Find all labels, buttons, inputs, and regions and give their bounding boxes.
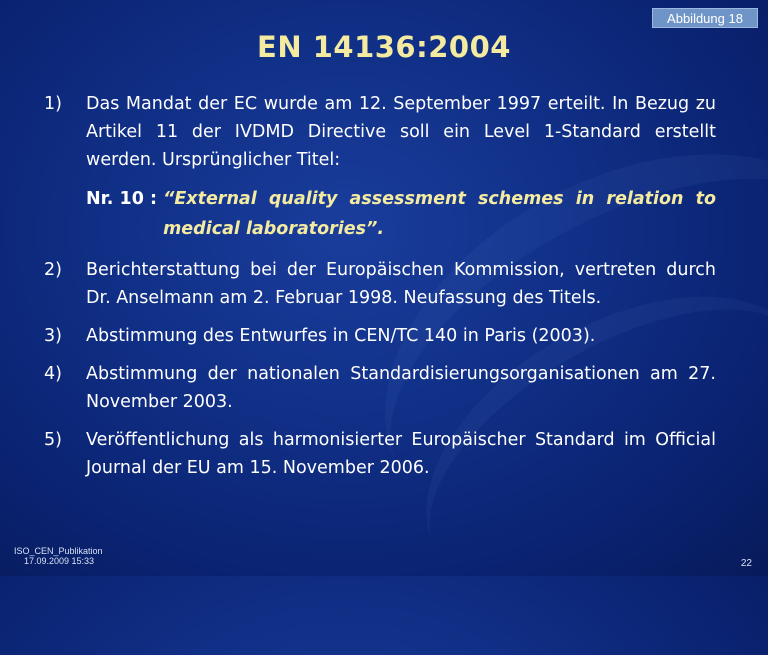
item-text: Das Mandat der EC wurde am 12. September 1997 erteilt. In Bezug zu Artikel 11 der IVDMD Directive soll ein Level 1-Standard erstellt werden. Ursprünglicher Titel:	[86, 94, 716, 170]
list-item	[44, 360, 716, 416]
footer-filename: ISO_CEN_Publikation	[14, 546, 103, 556]
original-title-quote: “External quality assessment schemes in relation to medical laboratories”.	[163, 189, 716, 239]
item-text: Abstimmung des Entwurfes in CEN/TC 140 in Paris (2003).	[86, 326, 596, 346]
item-number: 3)	[44, 326, 62, 346]
list-item	[44, 256, 716, 312]
list-item	[44, 322, 716, 350]
list-item	[44, 90, 716, 174]
slide-content	[44, 90, 716, 492]
list-item	[44, 426, 716, 482]
item-number: 5)	[44, 430, 62, 450]
figure-badge: Abbildung 18	[652, 8, 758, 28]
item-number: 4)	[44, 364, 62, 384]
original-title	[86, 184, 716, 244]
slide-title: EN 14136:2004	[257, 30, 511, 64]
footer-info	[14, 546, 103, 566]
item-number: 1)	[44, 94, 62, 114]
item-text: Abstimmung der nationalen Standardisierungsorganisationen am 27. November 2003.	[86, 364, 716, 412]
item-text: Veröffentlichung als harmonisierter Europäischer Standard im Official Journal der EU am 15. November 2006.	[86, 430, 716, 478]
footer-timestamp: 17.09.2009 15:33	[24, 556, 95, 566]
item-text: Berichterstattung bei der Europäischen Kommission, vertreten durch Dr. Anselmann am 2. Februar 1998. Neufassung des Titels.	[86, 260, 716, 308]
original-title-label: Nr. 10 :	[86, 189, 164, 209]
page-number: 22	[740, 558, 752, 569]
item-number: 2)	[44, 260, 62, 280]
